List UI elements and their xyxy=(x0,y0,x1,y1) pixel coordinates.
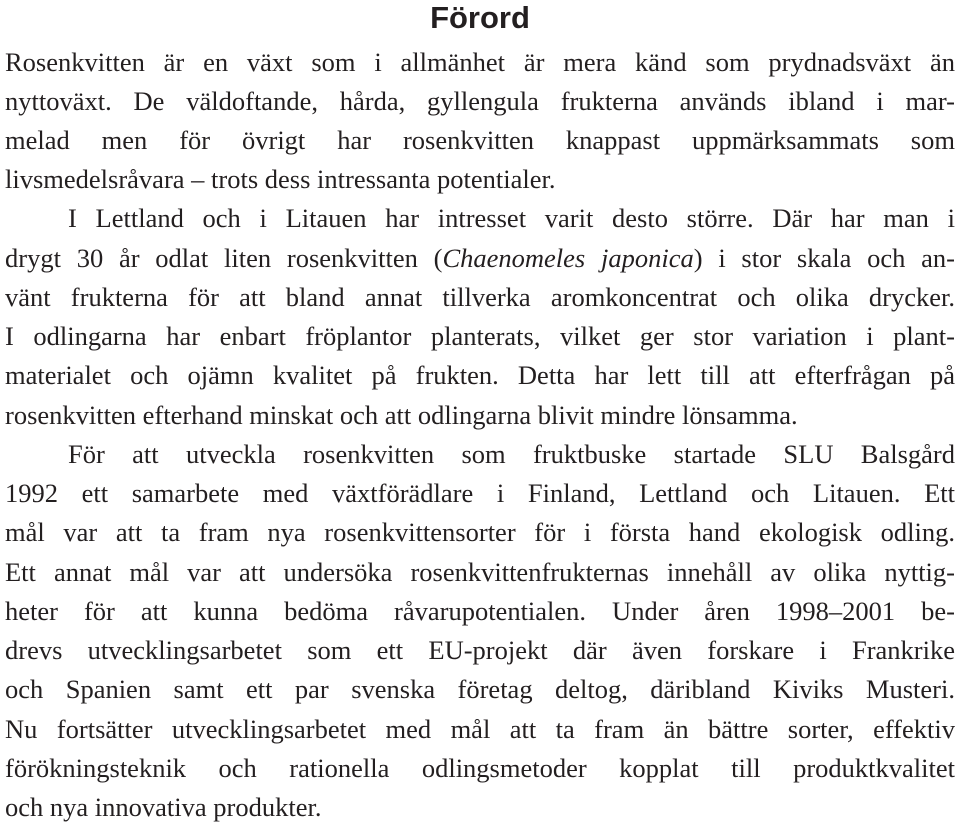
paragraph-line: och nya innovativa produkter. xyxy=(5,792,322,822)
page-title: Förord xyxy=(430,0,530,35)
paragraph-line: Nu fortsätter utvecklingsarbetet med mål att ta fram än bättre sorter, effektiv xyxy=(5,714,955,744)
paragraph-line: Rosenkvitten är en växt som i allmänhet är mera känd som prydnadsväxt än xyxy=(5,47,955,77)
line-text-after-species: ) i stor skala och an- xyxy=(693,243,955,273)
paragraph-line: rosenkvitten efterhand minskat och att odlingarna blivit mindre lönsamma. xyxy=(5,400,798,430)
paragraph-line: livsmedelsråvara – trots dess intressanta potentialer. xyxy=(5,164,556,194)
species-name-italic: Chaenomeles japonica xyxy=(442,243,694,273)
paragraph-line: heter för att kunna bedöma råvarupotentialen. Under åren 1998–2001 be- xyxy=(5,596,955,626)
paragraph-line: materialet och ojämn kvalitet på frukten. Detta har lett till att efterfrågan på xyxy=(5,360,955,390)
paragraph-line: I odlingarna har enbart fröplantor planterats, vilket ger stor variation i plant- xyxy=(5,321,955,351)
line-text-before-species: drygt 30 år odlat liten rosenkvitten ( xyxy=(5,243,443,273)
paragraph-line: drevs utvecklingsarbetet som ett EU-projekt där även forskare i Frankrike xyxy=(5,635,955,665)
paragraph-line: Ett annat mål var att undersöka rosenkvittenfrukternas innehåll av olika nyttig- xyxy=(5,557,955,587)
paragraph-line: och Spanien samt ett par svenska företag deltog, däribland Kiviks Musteri. xyxy=(5,674,955,704)
paragraph-line xyxy=(5,239,955,277)
paragraph-line: För att utveckla rosenkvitten som fruktbuske startade SLU Balsgård xyxy=(68,439,955,469)
paragraph-line: förökningsteknik och rationella odlingsmetoder kopplat till produktkvalitet xyxy=(5,753,955,783)
paragraph-line: nyttoväxt. De väldoftande, hårda, gyllengula frukterna används ibland i mar- xyxy=(5,86,955,116)
paragraph-line: 1992 ett samarbete med växtförädlare i Finland, Lettland och Litauen. Ett xyxy=(5,478,955,508)
paragraph-line: melad men för övrigt har rosenkvitten knappast uppmärksammats som xyxy=(5,125,955,155)
paragraph-line: I Lettland och i Litauen har intresset varit desto större. Där har man i xyxy=(68,203,955,233)
paragraph-line: mål var att ta fram nya rosenkvittensorter för i första hand ekologisk odling. xyxy=(5,517,955,547)
paragraph-line: vänt frukterna för att bland annat tillverka aromkoncentrat och olika drycker. xyxy=(5,282,955,312)
